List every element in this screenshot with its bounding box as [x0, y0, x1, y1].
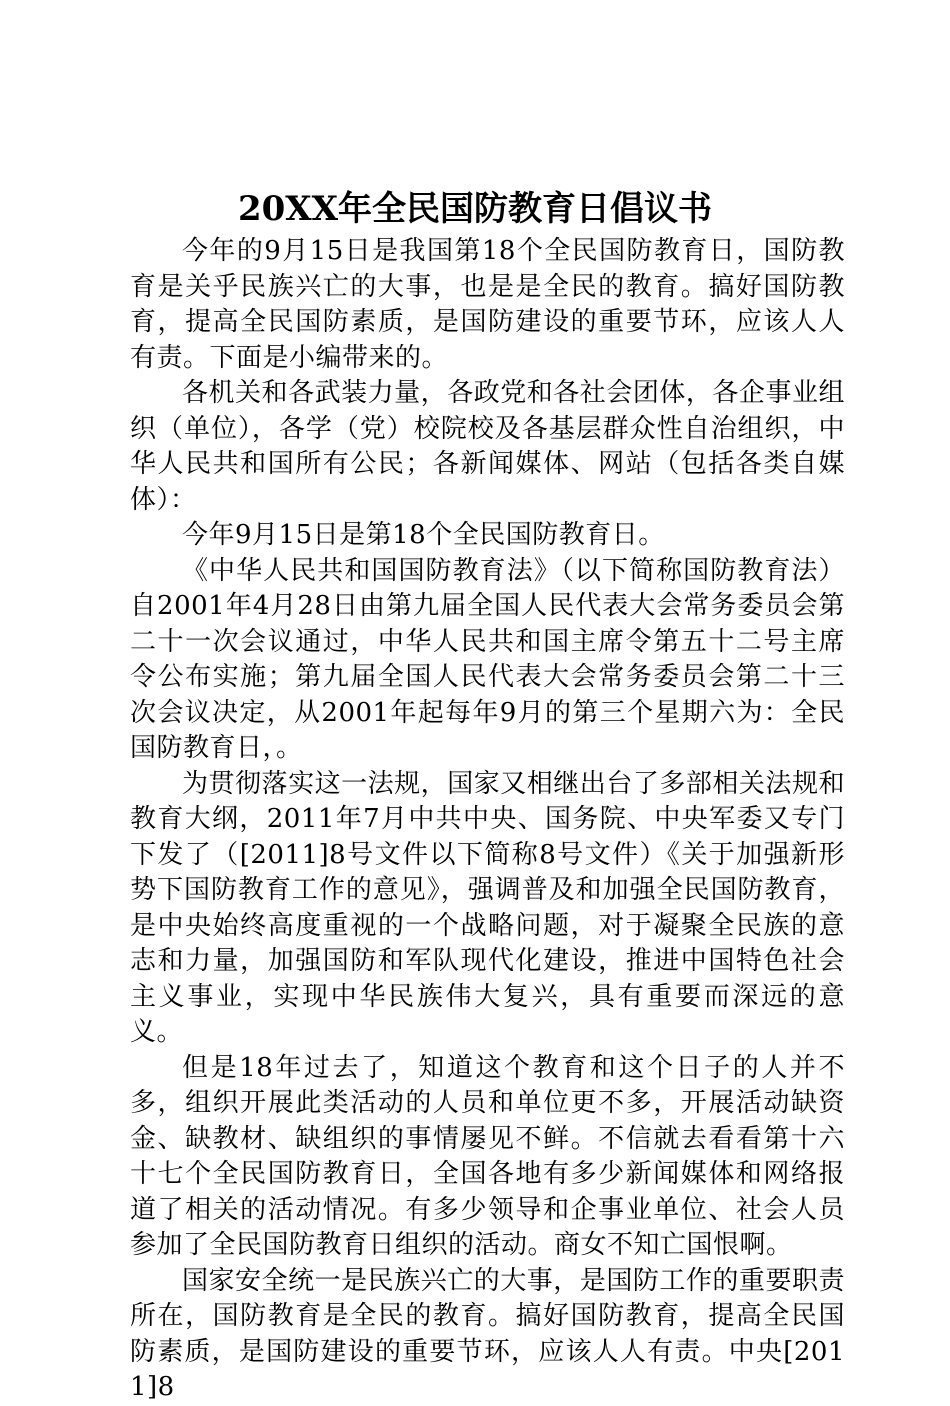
paragraph-situation: 但是18年过去了，知道这个教育和这个日子的人并不多，组织开展此类活动的人员和单位更不多，开展活动缺资金、缺教材、缺组织的事情屡见不鲜。不信就去看看第十六十七个全民国防教育日，全国各地有多少新闻媒体和网络报道了相关的活动情况。有多少领导和企事业单位、社会人员参加了全民国防教育日组织的活动。商女不知亡国恨啊。	[130, 1052, 845, 1260]
paragraph-addressees: 各机关和各武装力量，各政党和各社会团体，各企事业组织（单位），各学（党）校院校及各基层群众性自治组织，中华人民共和国所有公民；各新闻媒体、网站（包括各类自媒体）：	[130, 378, 845, 515]
paragraph-intro: 今年的9月15日是我国第18个全民国防教育日，国防教育是关乎民族兴亡的大事，也是是全民的教育。搞好国防教育，提高全民国防素质，是国防建设的重要节环，应该人人有责。下面是小编带来的。	[130, 236, 845, 373]
document-title: 20XX年全民国防教育日倡议书	[237, 189, 713, 229]
paragraph-law: 《中华人民共和国国防教育法》（以下简称国防教育法）自2001年4月28日由第九届全国人民代表大会常务委员会第二十一次会议通过，中华人民共和国主席令第五十二号主席令公布实施；第九届全国人民代表大会常务委员会第二十三次会议决定，从2001年起每年9月的第三个星期六为：全民国防教育日，。	[130, 555, 845, 763]
paragraph-date: 今年9月15日是第18个全民国防教育日。	[182, 520, 665, 550]
paragraph-security: 国家安全统一是民族兴亡的大事，是国防工作的重要职责所在，国防教育是全民的教育。搞好国防教育，提高全民国防素质，是国防建设的重要节环，应该人人有责。中央[2011]8	[130, 1265, 845, 1402]
paragraph-implementation: 为贯彻落实这一法规，国家又相继出台了多部相关法规和教育大纲，2011年7月中共中央、国务院、中央军委又专门下发了（[2011]8号文件以下简称8号文件）《关于加强新形势下国防教育工作的意见》，强调普及和加强全民国防教育，是中央始终高度重视的一个战略问题，对于凝聚全民族的意志和力量，加强国防和军队现代化建设，推进中国特色社会主义事业，实现中华民族伟大复兴，具有重要而深远的意义。	[130, 768, 845, 1047]
document-body	[130, 234, 845, 1406]
